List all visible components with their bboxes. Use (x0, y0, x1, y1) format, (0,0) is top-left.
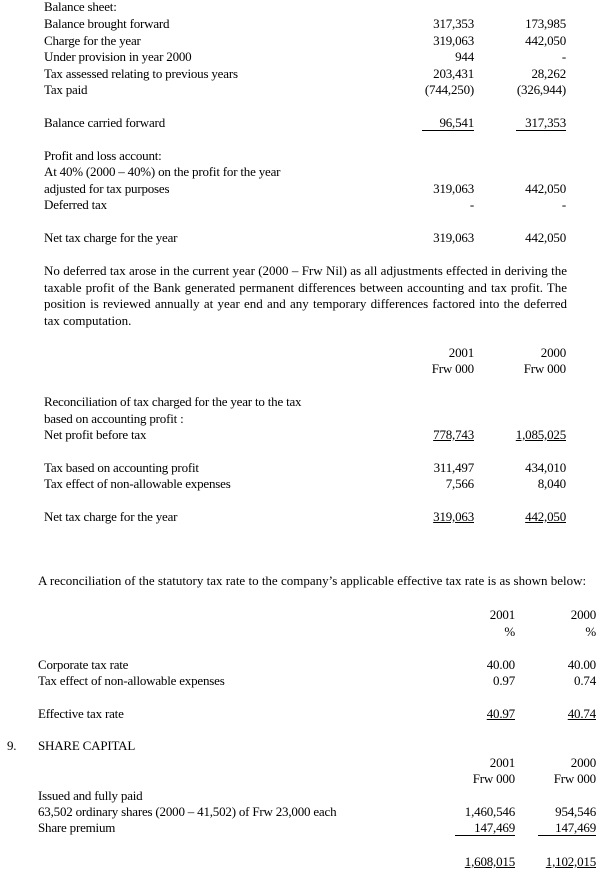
year-2000-header: 2000 (570, 607, 596, 622)
total-label: Net tax charge for the year (44, 509, 178, 524)
row-label: Charge for the year (44, 33, 141, 48)
unit-2001-header: Frw 000 (472, 771, 515, 786)
value-2000: 434,010 (525, 460, 566, 475)
row-label: Tax effect of non-allowable expenses (44, 476, 231, 491)
total-2001: 319,063 (433, 230, 474, 245)
total-2001: 40.97 (486, 706, 515, 721)
year-2001-header: 2001 (489, 755, 515, 770)
value-2000: - (561, 49, 566, 64)
value-2001: 319,063 (433, 181, 474, 196)
value-2000: 173,985 (525, 16, 566, 31)
total-2000: 1,102,015 (545, 854, 596, 869)
row-label: Tax based on accounting profit (44, 460, 199, 475)
balance-sheet-heading: Balance sheet: (44, 0, 117, 14)
row-label: adjusted for tax purposes (44, 181, 170, 196)
value-2000: 954,546 (555, 804, 596, 819)
total-2000: 442,050 (525, 230, 566, 245)
total-2001: 319,063 (433, 509, 474, 524)
row-label: Corporate tax rate (38, 657, 129, 672)
total-2001: 96,541 (422, 115, 474, 131)
value-2001: 311,497 (433, 460, 474, 475)
year-2000-header: 2000 (570, 755, 596, 770)
year-2001-header: 2001 (448, 345, 474, 360)
total-label: Net tax charge for the year (44, 230, 178, 245)
value-2001: 40.00 (486, 657, 515, 672)
year-2001-header: 2001 (489, 607, 515, 622)
row-label: Deferred tax (44, 197, 107, 212)
total-2001: 1,608,015 (464, 854, 515, 869)
row-label: Under provision in year 2000 (44, 49, 192, 64)
value-2000: - (561, 197, 566, 212)
row-label: 63,502 ordinary shares (2000 – 41,502) of Frw 23,000 each (38, 804, 337, 819)
row-label: Net profit before tax (44, 427, 147, 442)
unit-2000-header: Frw 000 (553, 771, 596, 786)
unit-2000-header: % (585, 624, 596, 639)
row-label: Share premium (38, 820, 116, 835)
row-label: Tax assessed relating to previous years (44, 66, 238, 81)
value-2000: 442,050 (525, 33, 566, 48)
value-2001: 1,460,546 (464, 804, 515, 819)
total-2000: 317,353 (516, 115, 566, 131)
value-2001: 319,063 (433, 33, 474, 48)
profit-loss-heading: Profit and loss account: (44, 148, 162, 163)
year-2000-header: 2000 (540, 345, 566, 360)
value-2001: 7,566 (445, 476, 474, 491)
value-2001: 147,469 (455, 820, 515, 836)
net-profit-2000: 1,085,025 (515, 427, 566, 442)
value-2000: 40.00 (567, 657, 596, 672)
value-2000: 28,262 (531, 66, 566, 81)
value-2001: 944 (455, 49, 474, 64)
value-2000: 0.74 (574, 673, 596, 688)
total-2000: 40.74 (567, 706, 596, 721)
net-profit-2001: 778,743 (433, 427, 474, 442)
total-2000: 442,050 (525, 509, 566, 524)
value-2000: 147,469 (538, 820, 596, 836)
value-2000: 442,050 (525, 181, 566, 196)
reconciliation-heading-cont: based on accounting profit : (44, 411, 184, 426)
value-2001: 203,431 (433, 66, 474, 81)
value-2001: - (469, 197, 474, 212)
row-label: Balance brought forward (44, 16, 170, 31)
reconciliation-heading: Reconciliation of tax charged for the year to the tax (44, 394, 302, 409)
value-2001: (744,250) (424, 82, 474, 97)
rate-reconciliation-note: A reconciliation of the statutory tax rate to the company’s applicable effective tax rate is as shown below: (38, 573, 587, 588)
subheading: Issued and fully paid (38, 788, 143, 803)
deferred-tax-note: No deferred tax arose in the current year (2000 – Frw Nil) as all adjustments effected in deriving the taxable profit of the Bank generated permanent differences between accounting and tax profit. The position is reviewed annually at year end and any temporary differences factored into the deferred tax computation. (44, 263, 567, 328)
row-label: Tax paid (44, 82, 88, 97)
total-label: Balance carried forward (44, 115, 165, 130)
value-2001: 317,353 (433, 16, 474, 31)
section-title: SHARE CAPITAL (38, 738, 136, 753)
row-label: Tax effect of non-allowable expenses (38, 673, 225, 688)
value-2001: 0.97 (493, 673, 515, 688)
value-2000: 8,040 (537, 476, 566, 491)
row-label: At 40% (2000 – 40%) on the profit for the year (44, 164, 281, 179)
unit-2001-header: Frw 000 (431, 361, 474, 376)
total-label: Effective tax rate (38, 706, 124, 721)
value-2000: (326,944) (516, 82, 566, 97)
unit-2000-header: Frw 000 (523, 361, 566, 376)
section-number: 9. (7, 738, 17, 753)
unit-2001-header: % (504, 624, 515, 639)
